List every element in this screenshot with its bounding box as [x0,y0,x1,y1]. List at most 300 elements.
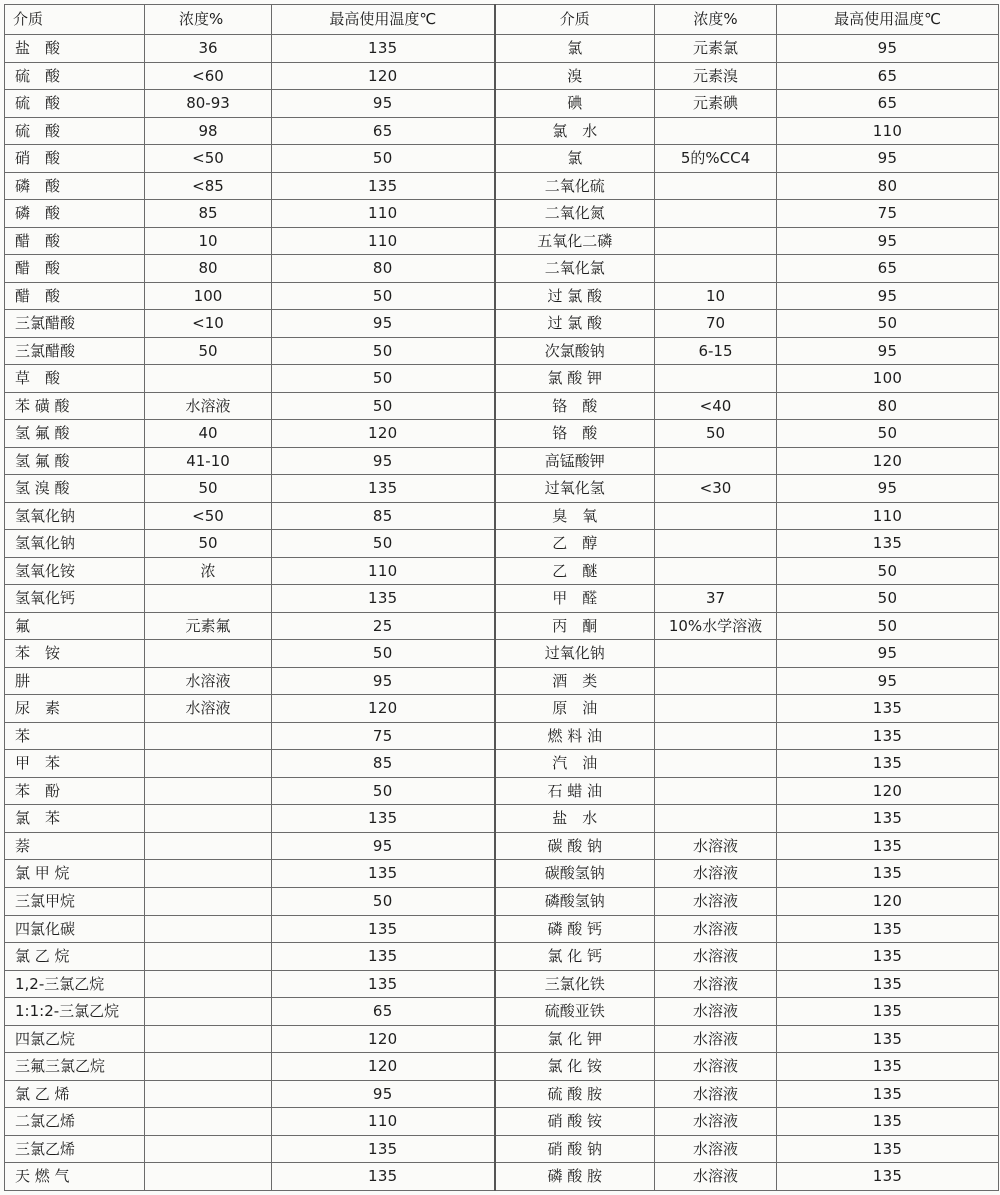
cell-medium-right: 五氧化二磷 [495,227,655,255]
cell-max-temp-left: 135 [272,860,495,888]
cell-concentration-left [145,998,272,1026]
table-row [5,667,999,695]
cell-concentration-right [655,777,777,805]
cell-max-temp-right: 135 [777,530,999,558]
cell-concentration-right: 水溶液 [655,943,777,971]
cell-medium-right: 丙 酮 [495,612,655,640]
cell-max-temp-left: 95 [272,832,495,860]
cell-concentration-left: 80 [145,255,272,283]
cell-concentration-right [655,722,777,750]
table-row [5,722,999,750]
cell-concentration-right [655,667,777,695]
cell-medium-right: 燃 料 油 [495,722,655,750]
cell-medium-right: 硝 酸 铵 [495,1108,655,1136]
cell-concentration-left: 浓 [145,557,272,585]
table-row [5,420,999,448]
cell-concentration-right: 70 [655,310,777,338]
cell-concentration-left: 元素氟 [145,612,272,640]
cell-concentration-left: 80-93 [145,90,272,118]
cell-medium-right: 铬 酸 [495,392,655,420]
cell-medium-left: 天 燃 气 [5,1163,145,1191]
cell-max-temp-right: 135 [777,832,999,860]
cell-concentration-right: 水溶液 [655,915,777,943]
cell-concentration-right: 元素氯 [655,35,777,63]
cell-max-temp-right: 135 [777,998,999,1026]
cell-medium-left: 氢氧化钠 [5,502,145,530]
cell-max-temp-left: 50 [272,777,495,805]
cell-concentration-left [145,860,272,888]
cell-concentration-left [145,970,272,998]
table-row [5,887,999,915]
cell-medium-right: 溴 [495,62,655,90]
cell-medium-right: 盐 水 [495,805,655,833]
cell-concentration-left [145,777,272,805]
cell-medium-left: 四氯乙烷 [5,1025,145,1053]
cell-max-temp-left: 135 [272,805,495,833]
cell-concentration-right [655,227,777,255]
cell-max-temp-left: 75 [272,722,495,750]
cell-max-temp-right: 65 [777,90,999,118]
cell-medium-right: 二氧化氮 [495,200,655,228]
cell-medium-left: 1:1:2-三氯乙烷 [5,998,145,1026]
cell-concentration-right [655,172,777,200]
cell-max-temp-right: 80 [777,392,999,420]
cell-medium-right: 过氧化钠 [495,640,655,668]
table-body [5,35,999,1191]
cell-medium-right: 汽 油 [495,750,655,778]
table-row [5,860,999,888]
cell-max-temp-right: 50 [777,585,999,613]
cell-max-temp-left: 135 [272,585,495,613]
cell-concentration-left: 40 [145,420,272,448]
cell-medium-right: 碘 [495,90,655,118]
table-row [5,777,999,805]
cell-max-temp-right: 110 [777,502,999,530]
cell-medium-left: 氢氧化钙 [5,585,145,613]
cell-max-temp-right: 120 [777,887,999,915]
cell-medium-right: 二氧化氯 [495,255,655,283]
cell-max-temp-right: 135 [777,1080,999,1108]
cell-concentration-right: 37 [655,585,777,613]
cell-medium-right: 磷酸氢钠 [495,887,655,915]
cell-concentration-left: 100 [145,282,272,310]
cell-medium-right: 乙 醚 [495,557,655,585]
cell-max-temp-left: 120 [272,420,495,448]
cell-concentration-left [145,1135,272,1163]
cell-concentration-left [145,365,272,393]
table-row [5,943,999,971]
cell-medium-left: 氢 氟 酸 [5,420,145,448]
header-max-temp-left: 最高使用温度℃ [272,5,495,35]
cell-max-temp-right: 75 [777,200,999,228]
cell-concentration-left: <50 [145,502,272,530]
table-row [5,117,999,145]
cell-concentration-right [655,255,777,283]
cell-concentration-left: <50 [145,145,272,173]
table-row [5,35,999,63]
cell-max-temp-right: 135 [777,1135,999,1163]
cell-medium-right: 酒 类 [495,667,655,695]
cell-medium-left: 醋 酸 [5,227,145,255]
cell-max-temp-left: 85 [272,502,495,530]
cell-concentration-left [145,722,272,750]
cell-max-temp-right: 120 [777,777,999,805]
cell-medium-left: 三氯乙烯 [5,1135,145,1163]
cell-concentration-right [655,365,777,393]
cell-concentration-left: 50 [145,530,272,558]
cell-max-temp-left: 110 [272,1108,495,1136]
cell-concentration-right: <30 [655,475,777,503]
cell-max-temp-right: 65 [777,62,999,90]
cell-medium-left: 盐 酸 [5,35,145,63]
cell-concentration-left: 水溶液 [145,667,272,695]
cell-medium-left: 氯 甲 烷 [5,860,145,888]
table-row [5,1053,999,1081]
cell-max-temp-left: 85 [272,750,495,778]
chemical-resistance-table [4,4,999,1191]
cell-max-temp-left: 65 [272,998,495,1026]
table-header [5,5,999,35]
cell-medium-right: 氯 化 钙 [495,943,655,971]
cell-medium-right: 碳酸氢钠 [495,860,655,888]
cell-max-temp-right: 135 [777,805,999,833]
cell-concentration-right: 水溶液 [655,1053,777,1081]
cell-concentration-right: 元素溴 [655,62,777,90]
cell-concentration-right [655,200,777,228]
cell-concentration-right: 10 [655,282,777,310]
cell-concentration-right [655,530,777,558]
cell-max-temp-right: 135 [777,860,999,888]
table-row [5,255,999,283]
cell-medium-left: 氯 乙 烯 [5,1080,145,1108]
cell-medium-left: 1,2-三氯乙烷 [5,970,145,998]
table-row [5,475,999,503]
cell-medium-right: 氯 [495,35,655,63]
table-row [5,90,999,118]
cell-medium-left: 肼 [5,667,145,695]
table-row [5,530,999,558]
cell-concentration-left [145,1053,272,1081]
table-row [5,970,999,998]
cell-medium-right: 过 氯 酸 [495,310,655,338]
cell-medium-left: 氯 乙 烷 [5,943,145,971]
cell-max-temp-right: 80 [777,172,999,200]
cell-max-temp-left: 50 [272,282,495,310]
cell-concentration-left [145,1025,272,1053]
table-row [5,585,999,613]
cell-max-temp-left: 65 [272,117,495,145]
cell-max-temp-left: 120 [272,1053,495,1081]
cell-medium-right: 原 油 [495,695,655,723]
cell-medium-left: 三氟三氯乙烷 [5,1053,145,1081]
cell-medium-right: 氯 [495,145,655,173]
cell-max-temp-left: 50 [272,530,495,558]
cell-concentration-right: 水溶液 [655,970,777,998]
header-medium-right: 介质 [495,5,655,35]
cell-max-temp-left: 110 [272,227,495,255]
cell-concentration-right [655,117,777,145]
cell-medium-right: 过氧化氢 [495,475,655,503]
cell-max-temp-left: 110 [272,557,495,585]
table-row [5,805,999,833]
cell-max-temp-right: 95 [777,145,999,173]
table-row [5,310,999,338]
cell-max-temp-right: 120 [777,447,999,475]
cell-medium-left: 三氯甲烷 [5,887,145,915]
cell-max-temp-right: 100 [777,365,999,393]
cell-medium-left: 二氯乙烯 [5,1108,145,1136]
cell-max-temp-left: 95 [272,90,495,118]
cell-concentration-left [145,832,272,860]
cell-medium-left: 氢 溴 酸 [5,475,145,503]
cell-concentration-right [655,695,777,723]
cell-medium-right: 石 蜡 油 [495,777,655,805]
cell-max-temp-right: 135 [777,1025,999,1053]
cell-concentration-right: 水溶液 [655,832,777,860]
cell-medium-left: 氯 苯 [5,805,145,833]
table-row [5,998,999,1026]
cell-medium-right: 磷 酸 胺 [495,1163,655,1191]
cell-max-temp-left: 135 [272,1135,495,1163]
cell-medium-right: 二氧化硫 [495,172,655,200]
cell-medium-right: 次氯酸钠 [495,337,655,365]
cell-medium-left: 三氯醋酸 [5,310,145,338]
cell-medium-left: 四氯化碳 [5,915,145,943]
table-row [5,750,999,778]
cell-max-temp-right: 65 [777,255,999,283]
cell-concentration-right: 6-15 [655,337,777,365]
cell-concentration-right: 10%水学溶液 [655,612,777,640]
cell-medium-left: 硫 酸 [5,62,145,90]
cell-concentration-left: 10 [145,227,272,255]
cell-concentration-left: 50 [145,475,272,503]
cell-concentration-right: 水溶液 [655,1080,777,1108]
cell-concentration-left: 98 [145,117,272,145]
table-row [5,502,999,530]
cell-max-temp-right: 135 [777,943,999,971]
cell-max-temp-left: 95 [272,1080,495,1108]
cell-concentration-left [145,640,272,668]
cell-medium-right: 硝 酸 钠 [495,1135,655,1163]
table-row [5,695,999,723]
cell-max-temp-left: 25 [272,612,495,640]
table-row [5,1080,999,1108]
cell-max-temp-left: 95 [272,667,495,695]
cell-concentration-left [145,915,272,943]
cell-concentration-left: 50 [145,337,272,365]
cell-medium-left: 醋 酸 [5,282,145,310]
cell-max-temp-left: 80 [272,255,495,283]
cell-max-temp-left: 120 [272,62,495,90]
cell-concentration-right [655,805,777,833]
cell-max-temp-left: 135 [272,475,495,503]
cell-max-temp-right: 135 [777,722,999,750]
cell-concentration-right: 水溶液 [655,1163,777,1191]
table-row [5,200,999,228]
cell-max-temp-left: 50 [272,887,495,915]
cell-medium-left: 苯 [5,722,145,750]
cell-concentration-left [145,585,272,613]
cell-concentration-right: 水溶液 [655,998,777,1026]
cell-max-temp-left: 135 [272,1163,495,1191]
cell-max-temp-left: 135 [272,172,495,200]
cell-max-temp-right: 50 [777,310,999,338]
table-row [5,282,999,310]
cell-medium-left: 苯 酚 [5,777,145,805]
table-row [5,1163,999,1191]
cell-max-temp-right: 95 [777,667,999,695]
cell-medium-right: 高锰酸钾 [495,447,655,475]
cell-medium-left: 苯 铵 [5,640,145,668]
cell-max-temp-left: 110 [272,200,495,228]
cell-medium-left: 硫 酸 [5,117,145,145]
cell-medium-right: 碳 酸 钠 [495,832,655,860]
cell-medium-left: 氢 氟 酸 [5,447,145,475]
cell-max-temp-right: 95 [777,475,999,503]
cell-max-temp-right: 135 [777,1108,999,1136]
cell-concentration-left [145,943,272,971]
cell-concentration-right: 水溶液 [655,1025,777,1053]
cell-medium-left: 硝 酸 [5,145,145,173]
cell-concentration-right [655,447,777,475]
cell-max-temp-right: 50 [777,557,999,585]
cell-medium-right: 氯 酸 钾 [495,365,655,393]
cell-concentration-right: 5的%CC4 [655,145,777,173]
table-row [5,1108,999,1136]
cell-max-temp-left: 120 [272,1025,495,1053]
cell-concentration-right: 水溶液 [655,887,777,915]
cell-medium-left: 氟 [5,612,145,640]
cell-concentration-left: 36 [145,35,272,63]
cell-max-temp-left: 95 [272,310,495,338]
cell-concentration-left: 41-10 [145,447,272,475]
table-row [5,557,999,585]
cell-max-temp-right: 50 [777,612,999,640]
cell-max-temp-left: 135 [272,943,495,971]
cell-max-temp-left: 135 [272,35,495,63]
cell-max-temp-left: 50 [272,640,495,668]
cell-medium-left: 尿 素 [5,695,145,723]
cell-concentration-left: 水溶液 [145,392,272,420]
cell-max-temp-right: 135 [777,750,999,778]
cell-max-temp-left: 50 [272,392,495,420]
cell-concentration-left: 85 [145,200,272,228]
cell-medium-right: 氯 化 钾 [495,1025,655,1053]
cell-medium-right: 铬 酸 [495,420,655,448]
cell-concentration-left [145,1163,272,1191]
table-row [5,365,999,393]
cell-concentration-left [145,805,272,833]
table-row [5,62,999,90]
header-row [5,5,999,35]
cell-medium-left: 草 酸 [5,365,145,393]
table-row [5,447,999,475]
table-row [5,392,999,420]
cell-max-temp-right: 135 [777,1163,999,1191]
cell-medium-left: 萘 [5,832,145,860]
cell-concentration-right: 水溶液 [655,1135,777,1163]
table-row [5,915,999,943]
cell-concentration-left [145,1108,272,1136]
cell-concentration-right [655,750,777,778]
cell-max-temp-left: 135 [272,915,495,943]
cell-medium-right: 三氯化铁 [495,970,655,998]
cell-medium-right: 磷 酸 钙 [495,915,655,943]
cell-max-temp-left: 135 [272,970,495,998]
cell-concentration-left [145,887,272,915]
table-row [5,832,999,860]
cell-max-temp-right: 95 [777,640,999,668]
header-max-temp-right: 最高使用温度℃ [777,5,999,35]
cell-medium-left: 醋 酸 [5,255,145,283]
cell-concentration-left: <60 [145,62,272,90]
cell-concentration-left [145,750,272,778]
cell-max-temp-right: 95 [777,227,999,255]
cell-max-temp-left: 95 [272,447,495,475]
cell-max-temp-right: 50 [777,420,999,448]
cell-medium-right: 氯 化 铵 [495,1053,655,1081]
cell-medium-right: 乙 醇 [495,530,655,558]
cell-concentration-left: 水溶液 [145,695,272,723]
cell-max-temp-left: 120 [272,695,495,723]
table-row [5,145,999,173]
cell-max-temp-right: 95 [777,282,999,310]
cell-concentration-left: <85 [145,172,272,200]
cell-max-temp-left: 50 [272,337,495,365]
cell-medium-right: 甲 醛 [495,585,655,613]
header-medium-left: 介质 [5,5,145,35]
cell-medium-left: 三氯醋酸 [5,337,145,365]
table-row [5,337,999,365]
cell-max-temp-right: 135 [777,915,999,943]
cell-concentration-left [145,1080,272,1108]
cell-concentration-left: <10 [145,310,272,338]
cell-concentration-right: <40 [655,392,777,420]
cell-max-temp-right: 95 [777,35,999,63]
cell-max-temp-right: 110 [777,117,999,145]
cell-max-temp-left: 50 [272,365,495,393]
cell-concentration-right: 水溶液 [655,860,777,888]
cell-max-temp-right: 135 [777,1053,999,1081]
cell-concentration-right [655,502,777,530]
cell-medium-right: 过 氯 酸 [495,282,655,310]
cell-medium-left: 甲 苯 [5,750,145,778]
cell-max-temp-left: 50 [272,145,495,173]
cell-medium-right: 臭 氧 [495,502,655,530]
cell-medium-left: 氢氧化铵 [5,557,145,585]
cell-concentration-right: 水溶液 [655,1108,777,1136]
header-concentration-left: 浓度% [145,5,272,35]
table-row [5,612,999,640]
table-row [5,172,999,200]
cell-max-temp-right: 95 [777,337,999,365]
table-row [5,1135,999,1163]
cell-max-temp-right: 135 [777,970,999,998]
cell-medium-right: 氯 水 [495,117,655,145]
cell-concentration-right [655,557,777,585]
cell-concentration-right: 50 [655,420,777,448]
cell-medium-left: 磷 酸 [5,172,145,200]
cell-medium-left: 硫 酸 [5,90,145,118]
cell-medium-right: 硫酸亚铁 [495,998,655,1026]
cell-max-temp-right: 135 [777,695,999,723]
table-row [5,640,999,668]
header-concentration-right: 浓度% [655,5,777,35]
cell-medium-left: 氢氧化钠 [5,530,145,558]
cell-concentration-right [655,640,777,668]
cell-medium-right: 硫 酸 胺 [495,1080,655,1108]
cell-concentration-right: 元素碘 [655,90,777,118]
